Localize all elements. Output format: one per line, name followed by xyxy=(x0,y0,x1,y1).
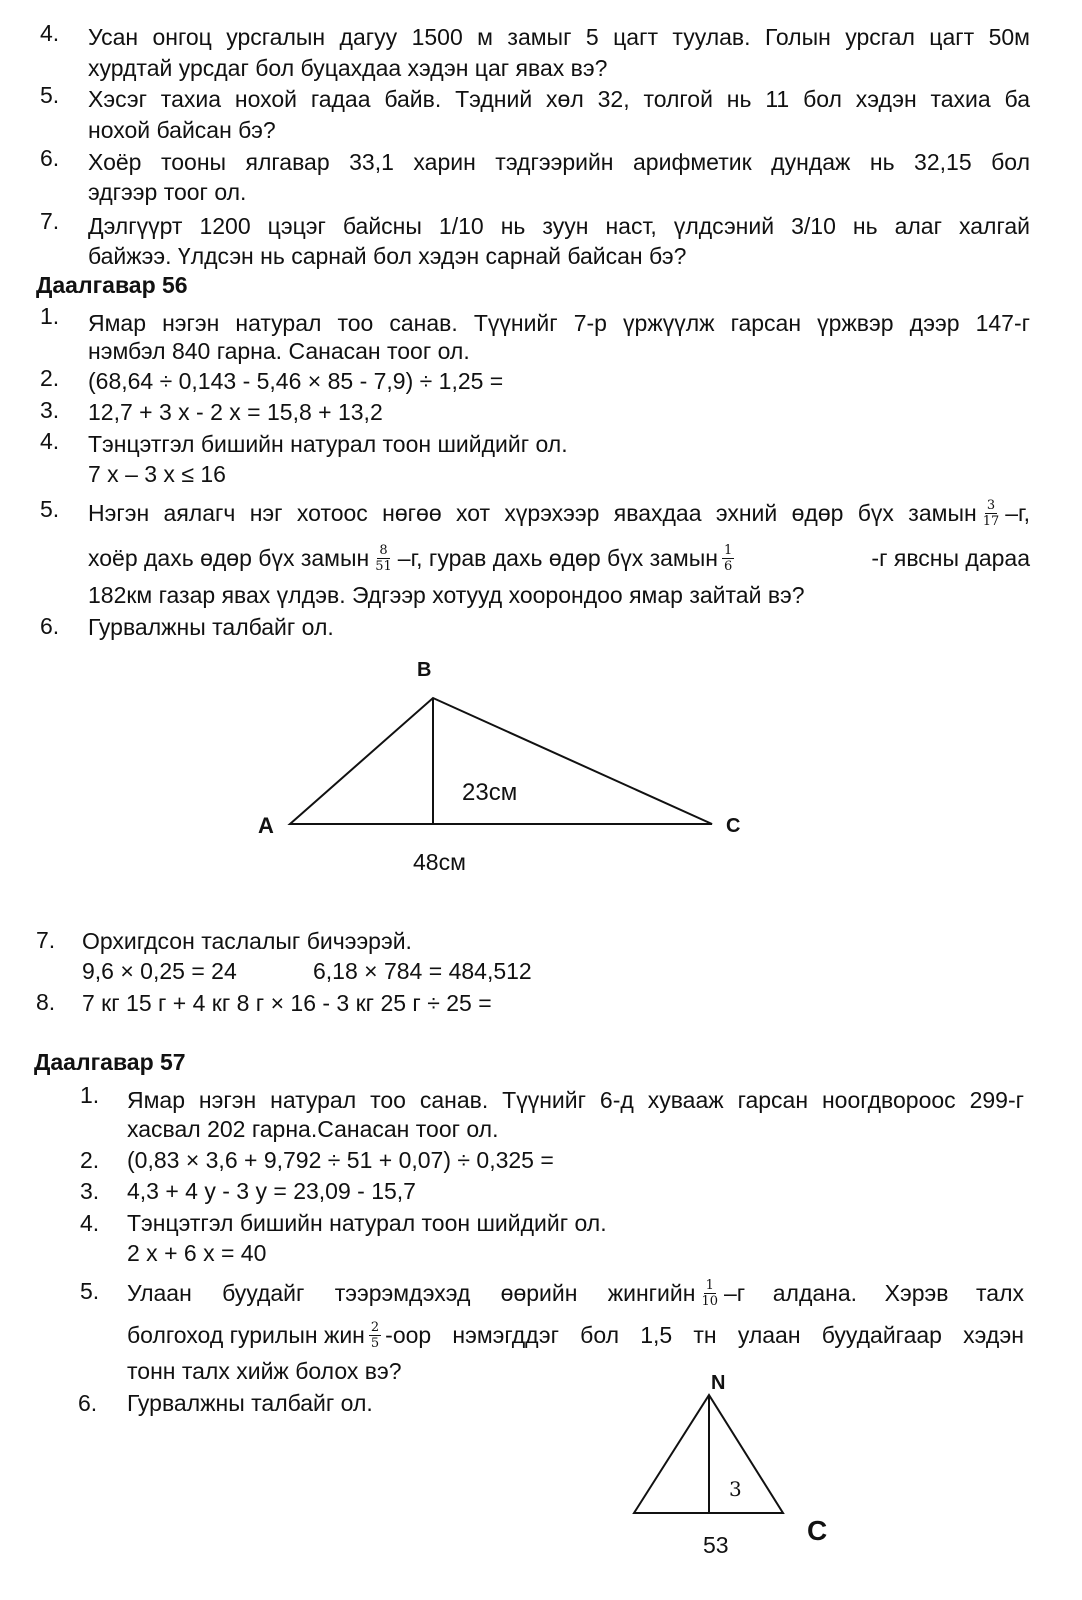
vertex-label-c: C xyxy=(807,1515,828,1546)
problem-text: Орхигдсон таслалыг бичээрэй. xyxy=(82,928,412,954)
fraction-numerator: 2 xyxy=(370,1320,380,1335)
fraction-numerator: 1 xyxy=(723,543,733,558)
height-label: 3 xyxy=(729,1477,742,1501)
problem-text: эдгээр тоог ол. xyxy=(88,179,247,205)
item-number: 4. xyxy=(80,1210,100,1236)
equation: 12,7 + 3 х - 2 х = 15,8 + 13,2 xyxy=(88,399,383,425)
problem-text: Хэсэг тахиа нохой гадаа байв. Тэдний хөл 32, толгой нь 11 бол хэдэн тахиа ба xyxy=(88,86,1030,112)
problem-text: Хоёр тооны ялгавар 33,1 харин тэдгээрийн арифметик дундаж нь 32,15 бол xyxy=(88,149,1030,175)
problem-text-line xyxy=(127,1320,1024,1351)
item-number: 1. xyxy=(40,303,60,329)
problem-text: хасвал 202 гарна.Санасан тоог ол. xyxy=(127,1116,499,1142)
fraction-numerator: 8 xyxy=(379,543,388,558)
base-label: 48см xyxy=(413,849,466,875)
item-number: 2. xyxy=(80,1147,100,1173)
problem-text: байжээ. Үлдсэн нь сарнай бол хэдэн сарнай байсан бэ? xyxy=(88,243,687,269)
fraction-numerator: 1 xyxy=(705,1278,714,1293)
inequality: 7 х – 3 х ≤ 16 xyxy=(88,461,226,487)
problem-text: болгоход гурилын жин xyxy=(127,1322,365,1348)
problem-text: Гурвалжны талбайг ол. xyxy=(88,614,334,640)
equation: 2 х + 6 х = 40 xyxy=(127,1240,267,1266)
fraction xyxy=(369,1320,381,1351)
fraction-denominator: 5 xyxy=(370,1336,380,1351)
item-number: 4. xyxy=(40,428,60,454)
problem-text: Нэгэн аялагч нэг хотоос нөгөө хот хүрэхээр явахдаа эхний өдөр бүх замын xyxy=(88,500,977,526)
fraction-denominator: 6 xyxy=(723,559,733,574)
item-number: 4. xyxy=(40,20,60,46)
section-heading: Даалгавар 56 xyxy=(36,272,188,298)
item-number: 1. xyxy=(80,1082,100,1108)
item-number: 3. xyxy=(80,1178,100,1204)
problem-text: Усан онгоц урсгалын дагуу 1500 м замыг 5 цагт туулав. Голын урсгал цагт 50м xyxy=(88,24,1030,50)
item-number: 7. xyxy=(40,208,60,234)
fraction-denominator: 17 xyxy=(982,514,1000,529)
problem-text: хурдтай урсдаг бол буцахдаа хэдэн цаг явах вэ? xyxy=(88,55,608,81)
vertex-label-n: N xyxy=(711,1372,726,1394)
problem-text: Тэнцэтгэл бишийн натурал тоон шийдийг ол. xyxy=(127,1210,607,1236)
problem-text: Тэнцэтгэл бишийн натурал тоон шийдийг ол. xyxy=(88,431,568,457)
item-number: 6. xyxy=(78,1390,98,1416)
vertex-label-a: A xyxy=(258,813,274,838)
item-number: 7. xyxy=(36,927,56,953)
problem-text: -г явсны дараа xyxy=(871,545,1030,571)
problem-text: 182км газар явах үлдэв. Эдгээр хотууд хоорондоо ямар зайтай вэ? xyxy=(88,582,805,608)
problem-text: Ямар нэгэн натурал тоо санав. Түүнийг 7-р үржүүлж гарсан үржвэр дээр 147-г xyxy=(88,310,1030,336)
problem-text: Ямар нэгэн натурал тоо санав. Түүнийг 6-д хувааж гарсан ноогдвороос 299-г xyxy=(127,1087,1024,1113)
item-number: 3. xyxy=(40,397,60,423)
item-number: 6. xyxy=(40,613,60,639)
problem-text: Гурвалжны талбайг ол. xyxy=(127,1390,373,1416)
base-label: 53 xyxy=(703,1532,729,1558)
fraction xyxy=(699,1278,720,1309)
item-number: 5. xyxy=(80,1278,100,1304)
expression: 7 кг 15 г + 4 кг 8 г × 16 - 3 кг 25 г ÷ 25 = xyxy=(82,990,492,1016)
equation: 6,18 × 784 = 484,512 xyxy=(313,958,532,984)
expression: (0,83 × 3,6 + 9,792 ÷ 51 + 0,07) ÷ 0,325 = xyxy=(127,1147,554,1173)
equation: 4,3 + 4 у - 3 у = 23,09 - 15,7 xyxy=(127,1178,416,1204)
problem-text: -оор нэмэгддэг бол 1,5 тн улаан буудайгаар хэдэн xyxy=(385,1322,1024,1348)
fraction-numerator: 3 xyxy=(986,498,996,513)
vertex-label-c: C xyxy=(726,815,741,837)
item-number: 5. xyxy=(40,496,60,522)
equation: 9,6 × 0,25 = 24 xyxy=(82,958,237,984)
fraction-denominator: 10 xyxy=(701,1294,718,1309)
problem-text: нэмбэл 840 гарна. Санасан тоог ол. xyxy=(88,338,470,364)
item-number: 6. xyxy=(40,145,60,171)
problem-text-line xyxy=(127,1278,1024,1309)
fraction-denominator: 51 xyxy=(375,559,392,574)
item-number: 2. xyxy=(40,365,60,391)
problem-text: Улаан буудайг тээрэмдэхэд өөрийн жингийн xyxy=(127,1280,696,1306)
expression: (68,64 ÷ 0,143 - 5,46 × 85 - 7,9) ÷ 1,25 = xyxy=(88,368,504,394)
problem-text: хоёр дахь өдөр бүх замын xyxy=(88,545,370,571)
item-number: 8. xyxy=(36,989,56,1015)
problem-text: –г, гурав дахь өдөр бүх замын xyxy=(397,545,718,571)
problem-text: Дэлгүүрт 1200 цэцэг байсны 1/10 нь зуун наст, үлдсэний 3/10 нь алаг халгай xyxy=(88,213,1030,239)
problem-text: нохой байсан бэ? xyxy=(88,117,276,143)
height-label: 23см xyxy=(462,779,518,806)
vertex-label-b: B xyxy=(417,659,432,681)
problem-text: –г, xyxy=(1005,500,1030,526)
problem-text: –г алдана. Хэрэв талх xyxy=(724,1280,1024,1306)
item-number: 5. xyxy=(40,82,60,108)
section-heading: Даалгавар 57 xyxy=(34,1049,186,1075)
problem-text: тонн талх хийж болох вэ? xyxy=(127,1358,402,1384)
